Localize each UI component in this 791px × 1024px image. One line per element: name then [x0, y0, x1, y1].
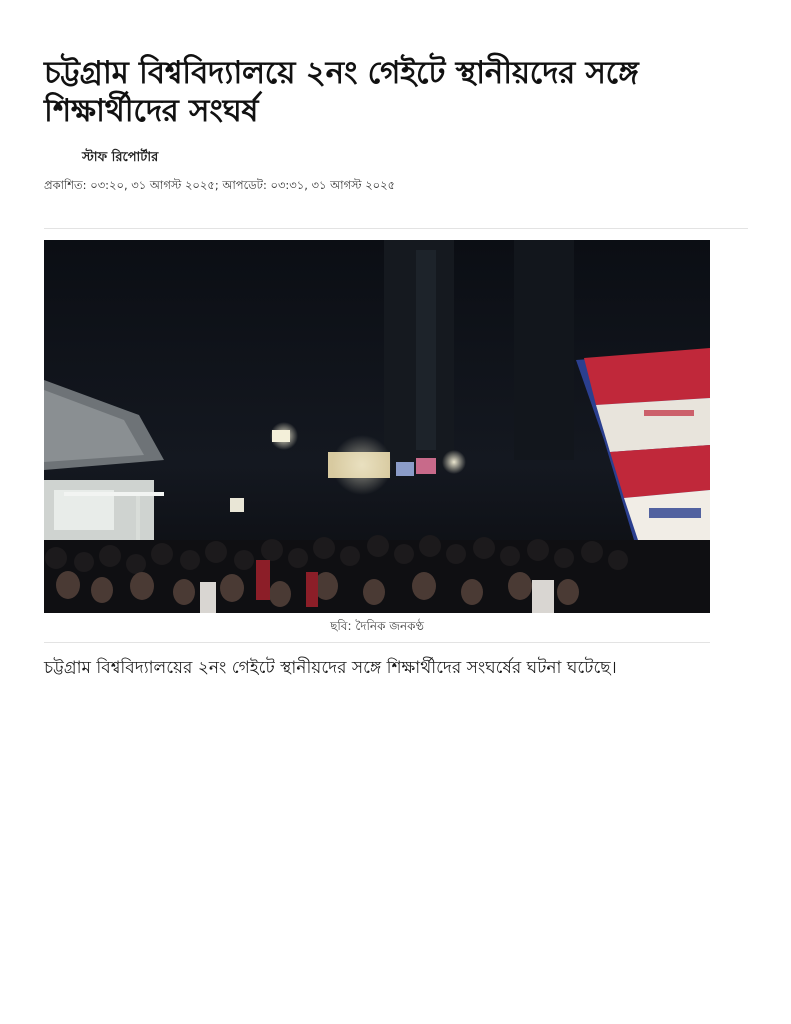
divider [44, 642, 710, 643]
article-dateline: প্রকাশিত: ০৩:২০, ৩১ আগস্ট ২০২৫; আপডেট: ০৩:৩১, ৩১ আগস্ট ২০২৫ [44, 178, 396, 192]
divider [44, 228, 748, 229]
article-headline: চট্টগ্রাম বিশ্ববিদ্যালয়ে ২নং গেইটে স্থানীয়দের সঙ্গে শিক্ষার্থীদের সংঘর্ষ [44, 55, 639, 129]
article-byline[interactable]: স্টাফ রিপোর্টার [82, 150, 159, 165]
photo-caption: ছবি: দৈনিক জনকণ্ঠ [330, 619, 424, 633]
article-photo [44, 240, 710, 613]
article-body: চট্টগ্রাম বিশ্ববিদ্যালয়ের ২নং গেইটে স্থানীয়দের সঙ্গে শিক্ষার্থীদের সংঘর্ষের ঘটনা ঘটেছে। [44, 658, 617, 678]
crowd-night-photo [44, 240, 710, 613]
